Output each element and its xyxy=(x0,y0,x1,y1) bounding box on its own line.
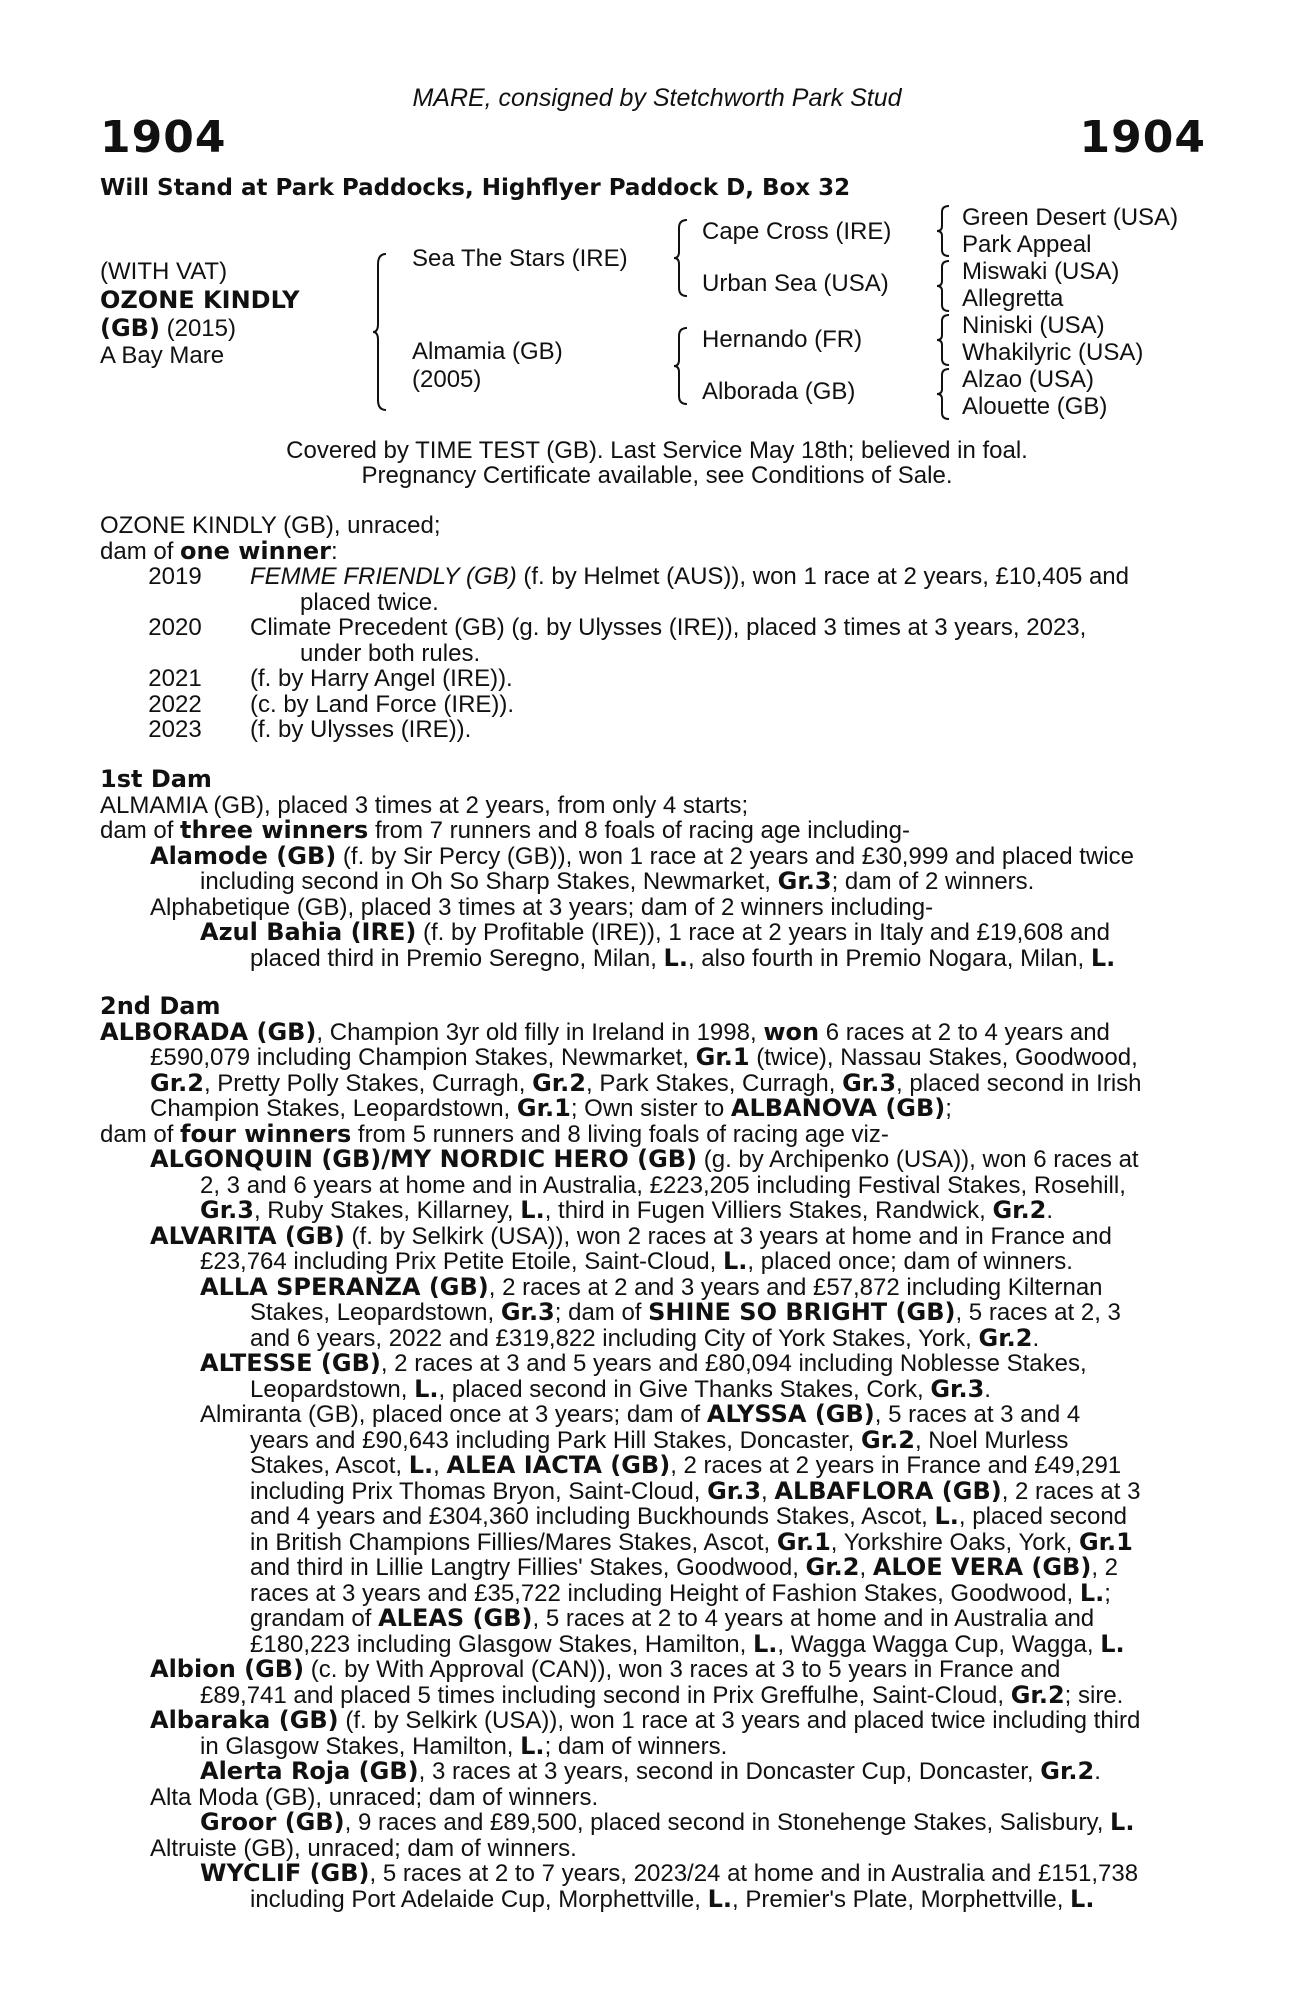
grade: L. xyxy=(722,1247,748,1275)
dam: Almamia (GB) xyxy=(412,338,563,365)
horse-name: SHINE SO BRIGHT (GB) xyxy=(648,1298,956,1326)
text xyxy=(100,1402,1204,1428)
covering-line-1: Covered by TIME TEST (GB). Last Service May 18th; believed in foal. xyxy=(286,437,1028,464)
progeny-row xyxy=(100,692,1204,718)
grade: Gr.2 xyxy=(861,1425,915,1454)
text: , xyxy=(433,1452,447,1479)
text: Altruiste (GB), unraced; dam of winners. xyxy=(150,1834,577,1862)
horse-name: Alamode (GB) xyxy=(150,841,337,870)
text: . xyxy=(1032,1324,1040,1352)
covering-line-2: Pregnancy Certificate available, see Conditions of Sale. xyxy=(361,462,953,489)
horse-name: Alerta Roja (GB) xyxy=(200,1757,419,1785)
text: Alphabetique (GB), placed 3 times at 3 years; dam of 2 winners including- xyxy=(150,893,934,921)
grade: L. xyxy=(707,1884,733,1913)
text xyxy=(100,1555,1204,1581)
text: ; xyxy=(945,1095,952,1122)
progeny-year: 2022 xyxy=(148,690,202,718)
text: . xyxy=(1046,1197,1054,1224)
grade: L. xyxy=(414,1374,439,1403)
text xyxy=(100,1272,1204,1301)
text: including Prix Thomas Bryon, Saint-Cloud, xyxy=(250,1477,708,1505)
grade: L. xyxy=(1079,1578,1105,1607)
text xyxy=(100,1884,1204,1913)
text xyxy=(100,1068,1204,1097)
mare-dam-of xyxy=(100,536,1204,565)
text: 6 races at 2 to 4 years and xyxy=(819,1018,1110,1046)
text: £590,079 including Champion Stakes, Newmarket, xyxy=(150,1044,696,1071)
grade: Gr.2 xyxy=(805,1553,860,1581)
gg-6: Whakilyric (USA) xyxy=(962,339,1144,366)
progeny-year: 2021 xyxy=(148,665,202,692)
grade: Gr.3 xyxy=(707,1476,762,1505)
text: and third in Lillie Langtry Fillies' Stakes, Goodwood, xyxy=(250,1554,806,1581)
text: , 2 races at 2 years in France and £49,291 xyxy=(670,1452,1122,1479)
first-dam-section xyxy=(100,767,1204,971)
progeny-year: 2019 xyxy=(148,563,202,590)
text xyxy=(100,1045,1204,1071)
horse-name: ALBAFLORA (GB) xyxy=(774,1476,1002,1505)
text: , 2 races at 3 xyxy=(1001,1477,1141,1505)
progeny-text: (f. by Harry Angel (IRE)). xyxy=(250,665,513,692)
text: , placed second xyxy=(958,1503,1128,1530)
text xyxy=(100,1680,1204,1709)
text: Stakes, Leopardstown, xyxy=(250,1299,501,1326)
progeny-row xyxy=(100,717,1204,743)
text: , Park Stakes, Curragh, xyxy=(586,1069,843,1097)
horse-name: WYCLIF (GB) xyxy=(200,1859,370,1887)
horse-name: ALLA SPERANZA (GB) xyxy=(200,1272,489,1301)
progeny-text xyxy=(250,615,1204,666)
progeny-row xyxy=(100,615,1204,666)
text: , placed second in Irish xyxy=(896,1069,1142,1097)
text: , xyxy=(859,1554,873,1581)
text: from 5 runners and 8 living foals of racing age viz- xyxy=(351,1120,889,1148)
grade: L. xyxy=(1070,1884,1095,1913)
mare-section xyxy=(100,513,1204,743)
horse-name: ALEA IACTA (GB) xyxy=(446,1451,671,1479)
text: , third in Fugen Villiers Stakes, Randwick, xyxy=(544,1197,993,1224)
text: . xyxy=(1094,1758,1101,1785)
text: £89,741 and placed 5 times including second in Prix Greffulhe, Saint-Cloud, xyxy=(200,1681,1011,1709)
grade: Gr.2 xyxy=(978,1323,1033,1352)
horse-name: ALOE VERA (GB) xyxy=(872,1553,1092,1581)
grade: Gr.3 xyxy=(500,1298,555,1326)
gg-5: Niniski (USA) xyxy=(962,312,1105,339)
text xyxy=(100,1606,1204,1632)
text: , 9 races and £89,500, placed second in Stonehenge Stakes, Salisbury, xyxy=(344,1809,1111,1836)
horse-name: Azul Bahia (IRE) xyxy=(200,918,417,946)
grade: L. xyxy=(663,943,688,972)
text xyxy=(100,1351,1204,1377)
section-heading: 2nd Dam xyxy=(100,992,221,1020)
text: (c. by With Approval (CAN)), won 3 races at 3 to 5 years in France and xyxy=(304,1656,1061,1683)
horse-name: ALGONQUIN (GB)/MY NORDIC HERO (GB) xyxy=(150,1145,698,1173)
text: dam of xyxy=(100,817,181,844)
progeny-row xyxy=(100,564,1204,615)
dam-dam: Alborada (GB) xyxy=(702,378,856,405)
progeny-text: (f. by Ulysses (IRE)). xyxy=(250,716,472,743)
text: , placed once; dam of winners. xyxy=(747,1248,1073,1275)
text: , 2 xyxy=(1091,1554,1118,1581)
text: in British Champions Fillies/Mares Stakes, Ascot, xyxy=(250,1528,777,1556)
lot-number-right: 1904 xyxy=(1079,112,1206,163)
vat-note: (WITH VAT) xyxy=(100,258,228,285)
grade: L. xyxy=(1110,1808,1135,1836)
text: ; dam of xyxy=(554,1299,649,1326)
progeny-text xyxy=(250,564,1204,615)
gg-1: Green Desert (USA) xyxy=(962,204,1179,231)
text: under both rules. xyxy=(300,639,481,667)
text xyxy=(100,869,1204,895)
text xyxy=(100,841,1204,870)
text: dam of xyxy=(100,537,181,565)
horse-name xyxy=(100,286,300,315)
winners-count: four winners xyxy=(180,1119,352,1148)
section-heading: 1st Dam xyxy=(100,765,212,793)
brace-gg2 xyxy=(935,259,951,313)
grade: L. xyxy=(520,1731,545,1760)
grade: L. xyxy=(1100,1629,1125,1658)
horse-origin: (GB) xyxy=(100,314,160,342)
dam-year: (2005) xyxy=(412,366,482,393)
text: ; sire. xyxy=(1064,1681,1124,1709)
text: (f. by Sir Percy (GB)), won 1 race at 2 years and £30,999 and placed twice xyxy=(336,842,1134,870)
text: ; dam of 2 winners. xyxy=(831,868,1035,895)
horse-origin-year xyxy=(100,314,236,343)
text xyxy=(100,1657,1204,1683)
gg-2: Park Appeal xyxy=(962,231,1092,258)
text: ALMAMIA (GB), placed 3 times at 2 years, from only 4 starts; xyxy=(100,791,749,819)
grade: L. xyxy=(934,1502,959,1530)
text: , 5 races at 2 to 4 years at home and in Australia and xyxy=(532,1605,1095,1632)
grade: Gr.1 xyxy=(516,1094,571,1122)
text xyxy=(100,1708,1204,1734)
text: dam of xyxy=(100,1120,181,1148)
text: , also fourth in Premio Nogara, Milan, xyxy=(687,944,1091,972)
brace-main xyxy=(372,252,388,412)
text: Stakes, Ascot, xyxy=(250,1452,409,1479)
text: , 5 races at 3 and 4 xyxy=(874,1401,1081,1428)
text xyxy=(100,1527,1204,1556)
text xyxy=(100,1119,1204,1148)
text: , 5 races at 2, 3 xyxy=(955,1299,1121,1326)
text xyxy=(100,1096,1204,1122)
text: : xyxy=(330,537,338,565)
text xyxy=(100,1476,1204,1505)
text xyxy=(100,1221,1204,1250)
text: (f. by Selkirk (USA)), won 1 race at 3 years and placed twice including third xyxy=(338,1707,1141,1734)
sire-dam: Urban Sea (USA) xyxy=(702,270,889,297)
text: won xyxy=(763,1017,820,1046)
text: grandam of xyxy=(250,1605,379,1632)
progeny-year: 2020 xyxy=(148,614,202,641)
text: Alta Moda (GB), unraced; dam of winners. xyxy=(150,1783,599,1811)
horse-description: A Bay Mare xyxy=(100,342,225,369)
text: Almiranta (GB), placed once at 3 years; dam of xyxy=(200,1401,707,1428)
text xyxy=(100,943,1204,972)
text: (f. by Profitable (IRE)), 1 race at 2 years in Italy and £19,608 and xyxy=(416,919,1111,946)
text: (f. by Selkirk (USA)), won 2 races at 3 years at home and in France and xyxy=(344,1222,1112,1250)
grade: Gr.2 xyxy=(992,1196,1047,1224)
grade: Gr.3 xyxy=(200,1196,254,1224)
horse-name: ALYSSA (GB) xyxy=(706,1400,875,1428)
progeny-text: (c. by Land Force (IRE)). xyxy=(250,690,515,718)
text: including Port Adelaide Cup, Morphettville, xyxy=(250,1885,708,1913)
horse-name: ALBORADA (GB) xyxy=(100,1017,317,1046)
progeny-row xyxy=(100,666,1204,692)
winners-count: three winners xyxy=(180,816,369,844)
text: ; dam of winners. xyxy=(544,1732,728,1760)
text xyxy=(100,1504,1204,1530)
text: . xyxy=(984,1375,991,1403)
text: , Noel Murless xyxy=(914,1426,1069,1454)
gg-7: Alzao (USA) xyxy=(962,366,1095,393)
text xyxy=(100,1731,1204,1760)
text: and 6 years, 2022 and £319,822 including City of York Stakes, York, xyxy=(250,1324,979,1352)
grade: L. xyxy=(408,1451,434,1479)
grade: Gr.2 xyxy=(1040,1757,1095,1785)
text xyxy=(100,1249,1204,1275)
grade: L. xyxy=(752,1629,778,1658)
gg-8: Alouette (GB) xyxy=(962,393,1108,420)
horse-name: ALVARITA (GB) xyxy=(150,1221,345,1250)
text xyxy=(100,920,1204,946)
text: , 2 races at 2 and 3 years and £57,872 including Kilternan xyxy=(488,1273,1103,1301)
stabling-location: Will Stand at Park Paddocks, Highflyer Paddock D, Box 32 xyxy=(100,175,851,201)
horse-name: ALBANOVA (GB) xyxy=(730,1094,946,1122)
second-dam-section xyxy=(100,994,1204,1912)
text xyxy=(100,1323,1204,1352)
gg-4: Allegretta xyxy=(962,285,1064,312)
progeny-name: FEMME FRIENDLY (GB) xyxy=(250,563,517,590)
brace-dam xyxy=(673,326,689,406)
text xyxy=(100,1759,1204,1785)
sire: Sea The Stars (IRE) xyxy=(412,245,628,272)
text: ; xyxy=(1104,1579,1111,1607)
text: , Premier's Plate, Morphettville, xyxy=(732,1885,1071,1913)
text: (twice), Nassau Stakes, Goodwood, xyxy=(749,1044,1138,1071)
brace-gg1 xyxy=(935,204,951,258)
text: , Ruby Stakes, Killarney, xyxy=(253,1197,521,1224)
text: , Champion 3yr old filly in Ireland in 1998, xyxy=(316,1018,764,1046)
brace-gg3 xyxy=(935,313,951,367)
horse-year: (2015) xyxy=(166,315,236,342)
horse-name: ALEAS (GB) xyxy=(378,1604,533,1632)
sire-sire: Cape Cross (IRE) xyxy=(702,218,892,245)
text: placed twice. xyxy=(300,588,439,616)
text: and 4 years and £304,360 including Buckhounds Stakes, Ascot, xyxy=(250,1503,935,1530)
text xyxy=(100,1147,1204,1173)
horse-name: Albion (GB) xyxy=(150,1655,305,1683)
grade: Gr.3 xyxy=(930,1374,985,1403)
text: in Glasgow Stakes, Hamilton, xyxy=(200,1732,521,1760)
text xyxy=(100,1300,1204,1326)
text: , 3 races at 3 years, second in Doncaster Cup, Doncaster, xyxy=(418,1758,1041,1785)
grade: Gr.1 xyxy=(1078,1527,1133,1556)
text: races at 3 years and £35,722 including Height of Fashion Stakes, Goodwood, xyxy=(250,1579,1080,1607)
winners-count: one winner xyxy=(180,536,331,565)
text: years and £90,643 including Park Hill Stakes, Doncaster, xyxy=(250,1426,862,1454)
text xyxy=(100,1198,1204,1224)
grade: L. xyxy=(1090,943,1116,972)
grade: Gr.2 xyxy=(150,1068,204,1097)
text: from 7 runners and 8 foals of racing age including- xyxy=(368,817,910,844)
text: , xyxy=(761,1477,775,1505)
grade: L. xyxy=(520,1196,545,1224)
grade: Gr.1 xyxy=(776,1527,831,1556)
mare-line: OZONE KINDLY (GB), unraced; xyxy=(100,512,441,539)
text xyxy=(100,1629,1204,1658)
horse-name: ALTESSE (GB) xyxy=(200,1349,381,1377)
text: , Pretty Polly Stakes, Curragh, xyxy=(203,1069,533,1097)
text: 2, 3 and 6 years at home and in Australia, £223,205 including Festival Stakes, Rosehill, xyxy=(200,1171,1126,1199)
grade: Gr.2 xyxy=(532,1068,586,1097)
lot-number-left: 1904 xyxy=(100,112,227,163)
brace-sire xyxy=(673,218,689,298)
grade: Gr.1 xyxy=(695,1043,750,1071)
text xyxy=(100,818,1204,844)
text: , placed second in Give Thanks Stakes, Cork, xyxy=(438,1375,931,1403)
gg-3: Miswaki (USA) xyxy=(962,258,1120,285)
horse-name: Albaraka (GB) xyxy=(150,1706,339,1734)
text: (f. by Helmet (AUS)), won 1 race at 2 years, £10,405 and xyxy=(516,563,1129,590)
grade: Gr.3 xyxy=(777,867,832,895)
horse-name-text: OZONE KINDLY xyxy=(100,286,300,314)
text xyxy=(100,1374,1204,1403)
text: £23,764 including Prix Petite Etoile, Saint-Cloud, xyxy=(200,1248,723,1275)
dam-sire: Hernando (FR) xyxy=(702,326,863,353)
grade: Gr.3 xyxy=(842,1068,897,1097)
text xyxy=(100,1578,1204,1607)
text xyxy=(100,1810,1204,1836)
text xyxy=(100,1861,1204,1887)
text: Climate Precedent (GB) (g. by Ulysses (IRE)), placed 3 times at 3 years, 2023, xyxy=(250,614,1087,641)
horse-name: Groor (GB) xyxy=(200,1808,345,1836)
text: Champion Stakes, Leopardstown, xyxy=(150,1095,517,1122)
text: , 5 races at 2 to 7 years, 2023/24 at home and in Australia and £151,738 xyxy=(369,1860,1139,1887)
text: placed third in Premio Seregno, Milan, xyxy=(250,944,664,972)
progeny-year: 2023 xyxy=(148,716,202,743)
text: , Wagga Wagga Cup, Wagga, xyxy=(777,1630,1101,1658)
text xyxy=(100,1425,1204,1454)
text: Leopardstown, xyxy=(250,1375,415,1403)
text: , 2 races at 3 and 5 years and £80,094 including Noblesse Stakes, xyxy=(380,1350,1087,1377)
consignor-line: MARE, consigned by Stetchworth Park Stud xyxy=(412,84,902,112)
text xyxy=(100,1453,1204,1479)
text: , Yorkshire Oaks, York, xyxy=(830,1528,1079,1556)
text: ; Own sister to xyxy=(570,1095,731,1122)
text xyxy=(100,1017,1204,1046)
grade: Gr.2 xyxy=(1010,1680,1065,1709)
text: including second in Oh So Sharp Stakes, Newmarket, xyxy=(200,868,778,895)
brace-gg4 xyxy=(935,367,951,421)
text: (g. by Archipenko (USA)), won 6 races at xyxy=(697,1146,1139,1173)
text: £180,223 including Glasgow Stakes, Hamilton, xyxy=(250,1630,753,1658)
